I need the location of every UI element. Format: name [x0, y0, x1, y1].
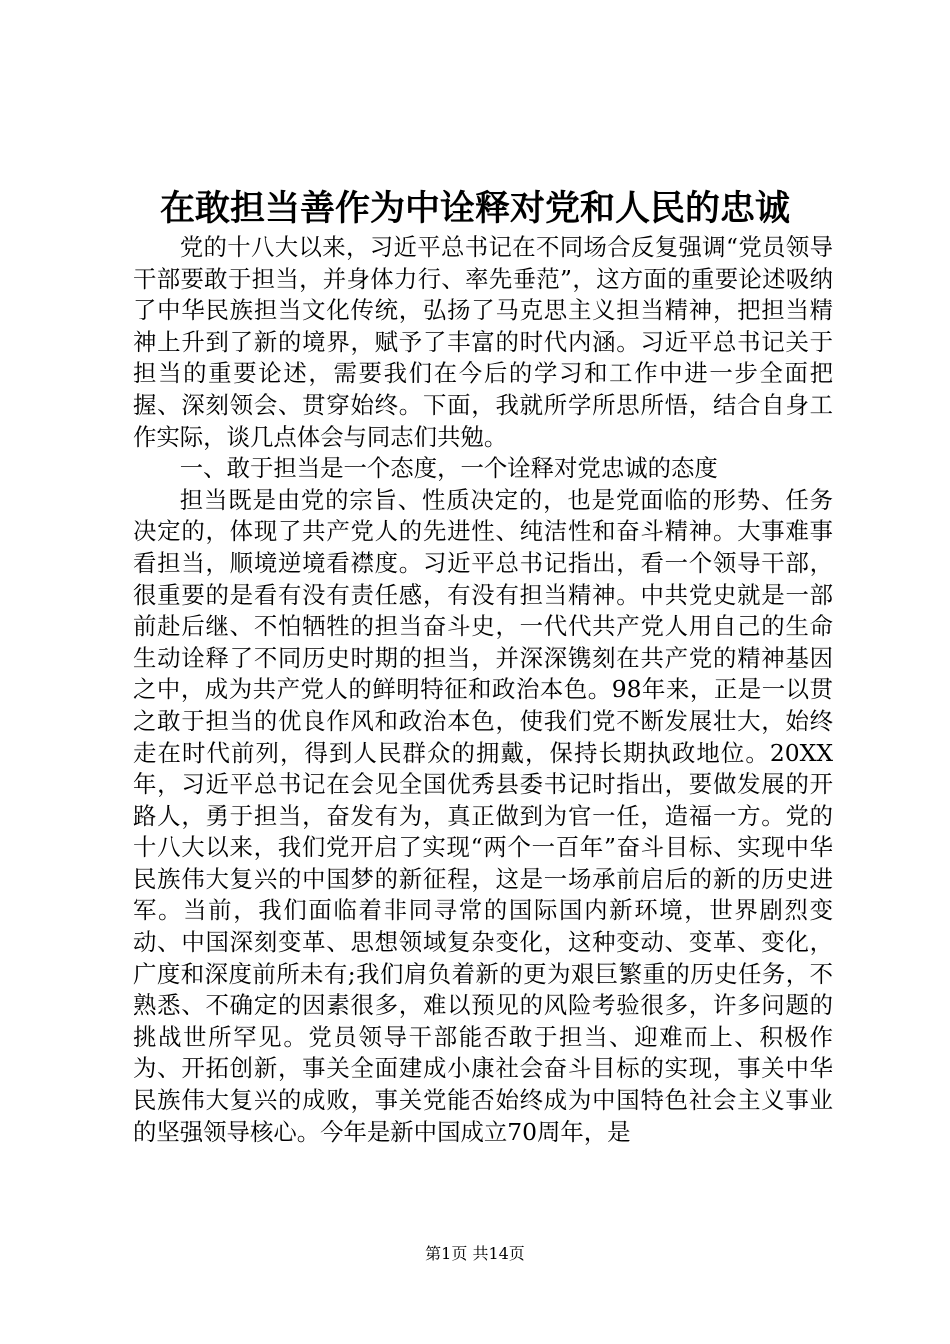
section-heading: 一、敢于担当是一个态度，一个诠释对党忠诚的态度	[179, 454, 718, 483]
paragraph-body: 担当既是由党的宗旨、性质决定的，也是党面临的形势、任务决定的，体现了共产党人的先进性、纯洁性和奋斗精神。大事难事看担当，顺境逆境看襟度。习近平总书记指出，看一个领导干部，很重要的是看有没有责任感，有没有担当精神。中共党史就是一部前赴后继、不怕牺牲的担当奋斗史，一代代共产党人用自己的生命生动诠释了不同历史时期的担当，并深深镌刻在共产党的精神基因之中，成为共产党人的鲜明特征和政治本色。98年来，正是一以贯之敢于担当的优良作风和政治本色，使我们党不断发展壮大，始终走在时代前列，得到人民群众的拥戴，保持长期执政地位。20XX年，习近平总书记在会见全国优秀县委书记时指出，要做发展的开路人，勇于担当，奋发有为，真正做到为官一任，造福一方。党的十八大以来，我们党开启了实现“两个一百年”奋斗目标、实现中华民族伟大复兴的中国梦的新征程，这是一场承前启后的新的历史进军。当前，我们面临着非同寻常的国际国内新环境，世界剧烈变动、中国深刻变革、思想领域复杂变化，这种变动、变革、变化，广度和深度前所未有;我们肩负着新的更为艰巨繁重的历史任务，不熟悉、不确定的因素很多，难以预见的风险考验很多，许多问题的挑战世所罕见。党员领导干部能否敢于担当、迎难而上、积极作为、开拓创新，事关全面建成小康社会奋斗目标的实现，事关中华民族伟大复兴的成败，事关党能否始终成为中国特色社会主义事业的坚强领导核心。今年是新中国成立70周年，是	[133, 485, 833, 1146]
paragraph-intro: 党的十八大以来，习近平总书记在不同场合反复强调“党员领导干部要敢于担当，并身体力行、率先垂范”，这方面的重要论述吸纳了中华民族担当文化传统，弘扬了马克思主义担当精神，把担当精神上升到了新的境界，赋予了丰富的时代内涵。习近平总书记关于担当的重要论述，需要我们在今后的学习和工作中进一步全面把握、深刻领会、贯穿始终。下面，我就所学所思所悟，结合自身工作实际，谈几点体会与同志们共勉。	[133, 233, 833, 451]
document-title: 在敢担当善作为中诠释对党和人民的忠诚	[159, 188, 790, 229]
document-body	[133, 232, 833, 1148]
page-number-footer: 第1页 共14页	[425, 1244, 525, 1263]
